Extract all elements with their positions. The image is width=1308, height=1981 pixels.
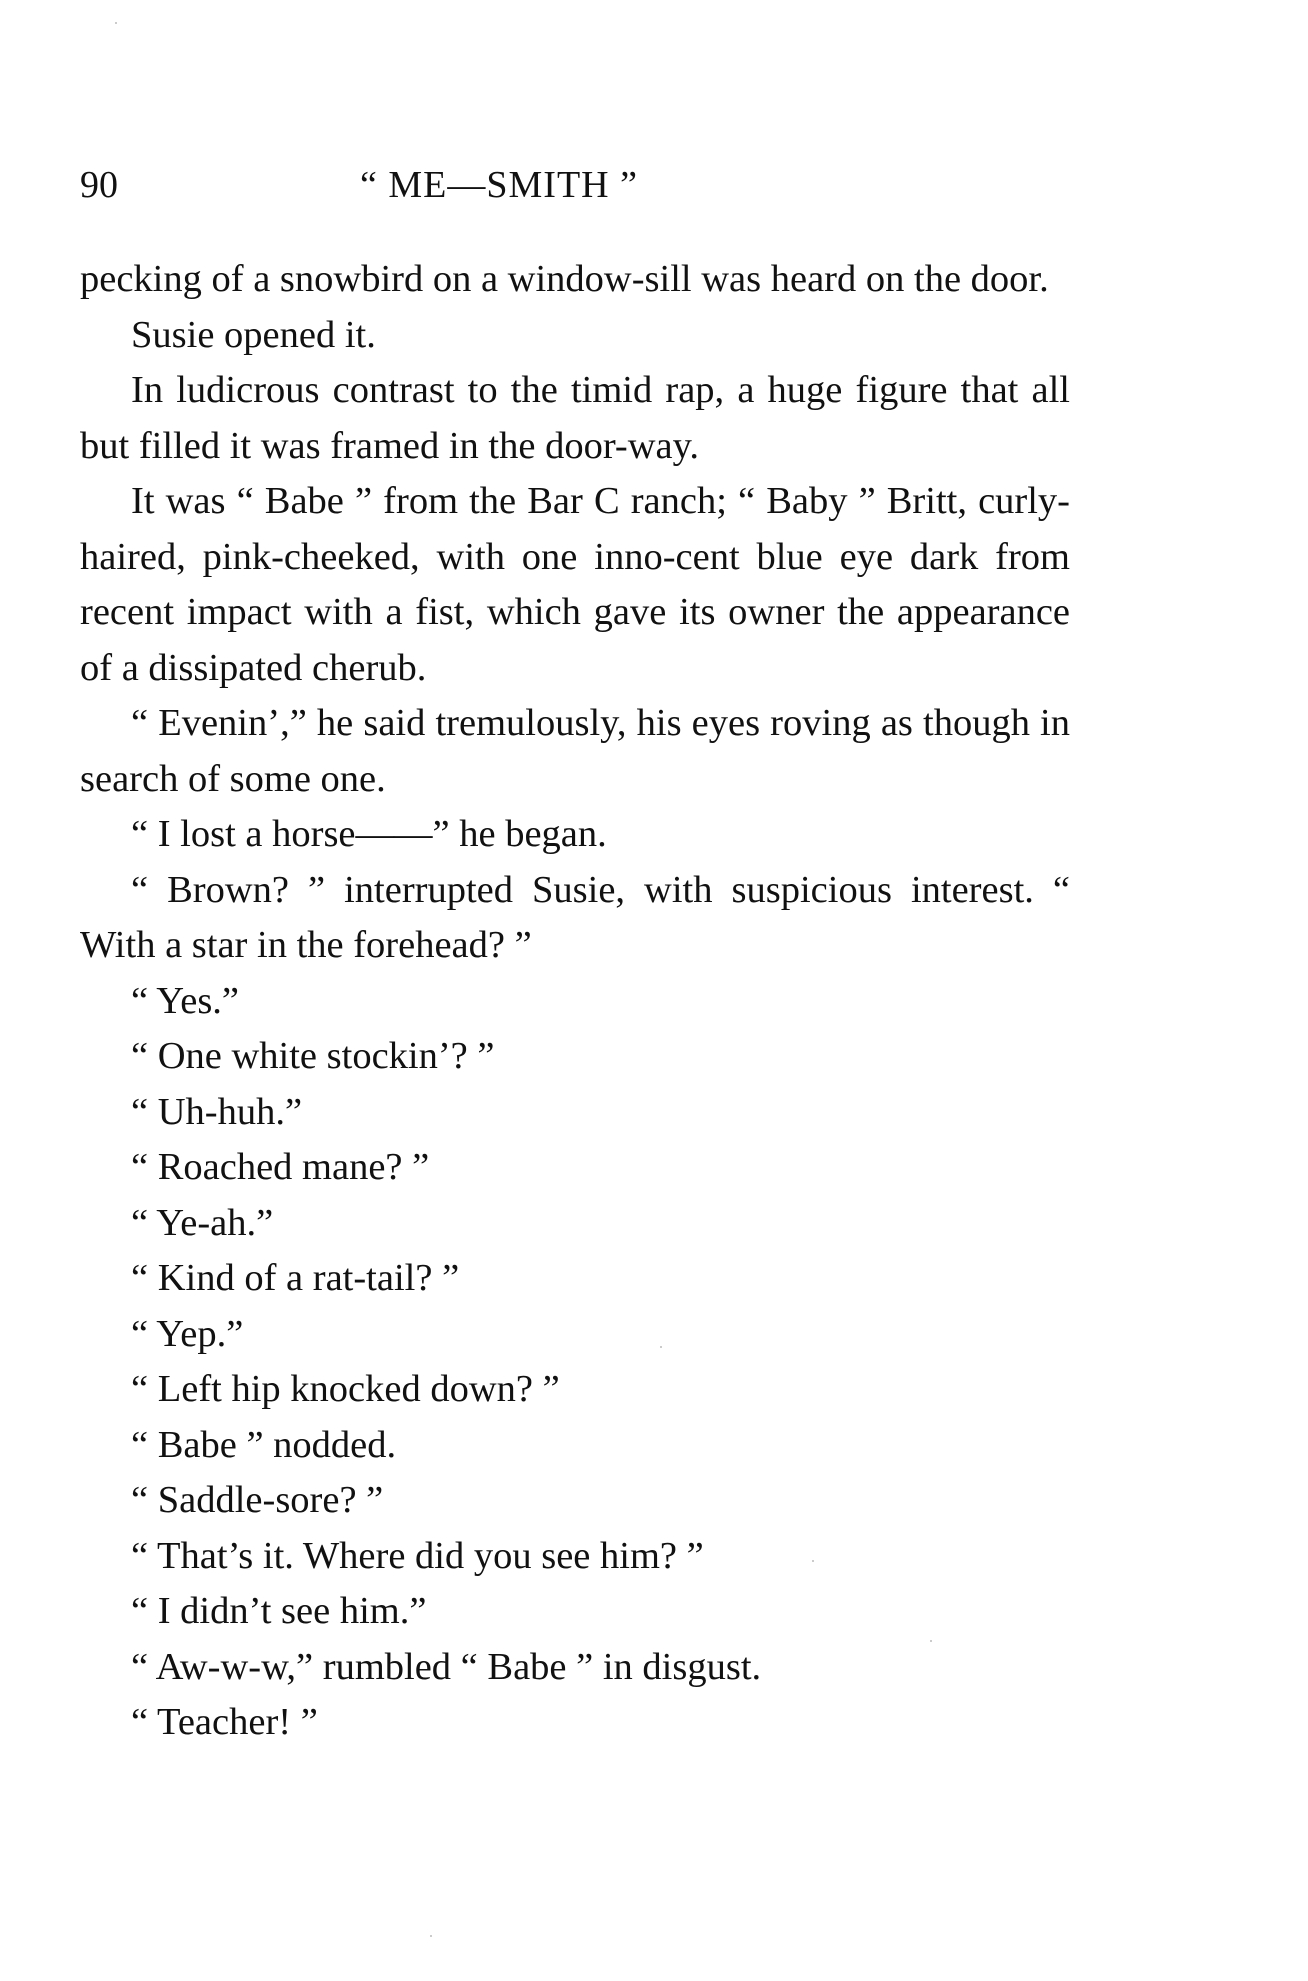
dialogue-line: “ Roached mane? ” — [131, 1146, 430, 1188]
dialogue-line: “ That’s it. Where did you see him? ” — [131, 1534, 704, 1577]
paragraph: “ Brown? ” interrupted Susie, with suspicious interest. “ With a star in the forehead? ” — [80, 868, 1070, 966]
paragraph: “ Evenin’,” he said tremulously, his eyes roving as though in search of some one. — [80, 702, 1070, 800]
dialogue-line: “ Teacher! ” — [131, 1701, 318, 1743]
dialogue-line: “ Uh-huh.” — [131, 1090, 303, 1133]
running-head: “ ME—SMITH ” — [360, 164, 638, 206]
paper-speck — [930, 1640, 932, 1642]
paragraph: Susie opened it. — [131, 313, 376, 356]
dialogue-line: “ Left hip knocked down? ” — [131, 1368, 560, 1410]
body-text — [80, 252, 1070, 1751]
paper-speck — [430, 1935, 432, 1937]
paper-speck — [660, 1346, 662, 1348]
page-number: 90 — [80, 164, 118, 206]
dialogue-line: “ Kind of a rat-tail? ” — [131, 1257, 460, 1299]
paragraph: pecking of a snowbird on a window-sill was heard on the door. — [80, 258, 1049, 300]
dialogue-line: “ Babe ” nodded. — [131, 1423, 397, 1466]
dialogue-line: “ Saddle-sore? ” — [131, 1479, 384, 1521]
paragraph: “ I lost a horse——” he began. — [131, 813, 607, 855]
paper-speck — [115, 22, 117, 24]
dialogue-line: “ Yes.” — [131, 979, 240, 1022]
dialogue-line: “ Yep.” — [131, 1312, 244, 1355]
paragraph: In ludicrous contrast to the timid rap, a huge figure that all but filled it was framed in the door-way. — [80, 369, 1070, 467]
dialogue-line: “ Aw-w-w,” rumbled “ Babe ” in disgust. — [131, 1645, 762, 1688]
dialogue-line: “ One white stockin’? ” — [131, 1035, 495, 1077]
page-header — [80, 160, 1070, 210]
paper-speck — [812, 1560, 814, 1562]
paragraph: It was “ Babe ” from the Bar C ranch; “ Baby ” Britt, curly-haired, pink-cheeked, with one inno-cent blue eye dark from recent impact with a fist, which gave its owner the appearance of a dissipated cherub. — [80, 480, 1070, 689]
dialogue-line: “ Ye-ah.” — [131, 1201, 274, 1244]
dialogue-line: “ I didn’t see him.” — [131, 1590, 427, 1632]
